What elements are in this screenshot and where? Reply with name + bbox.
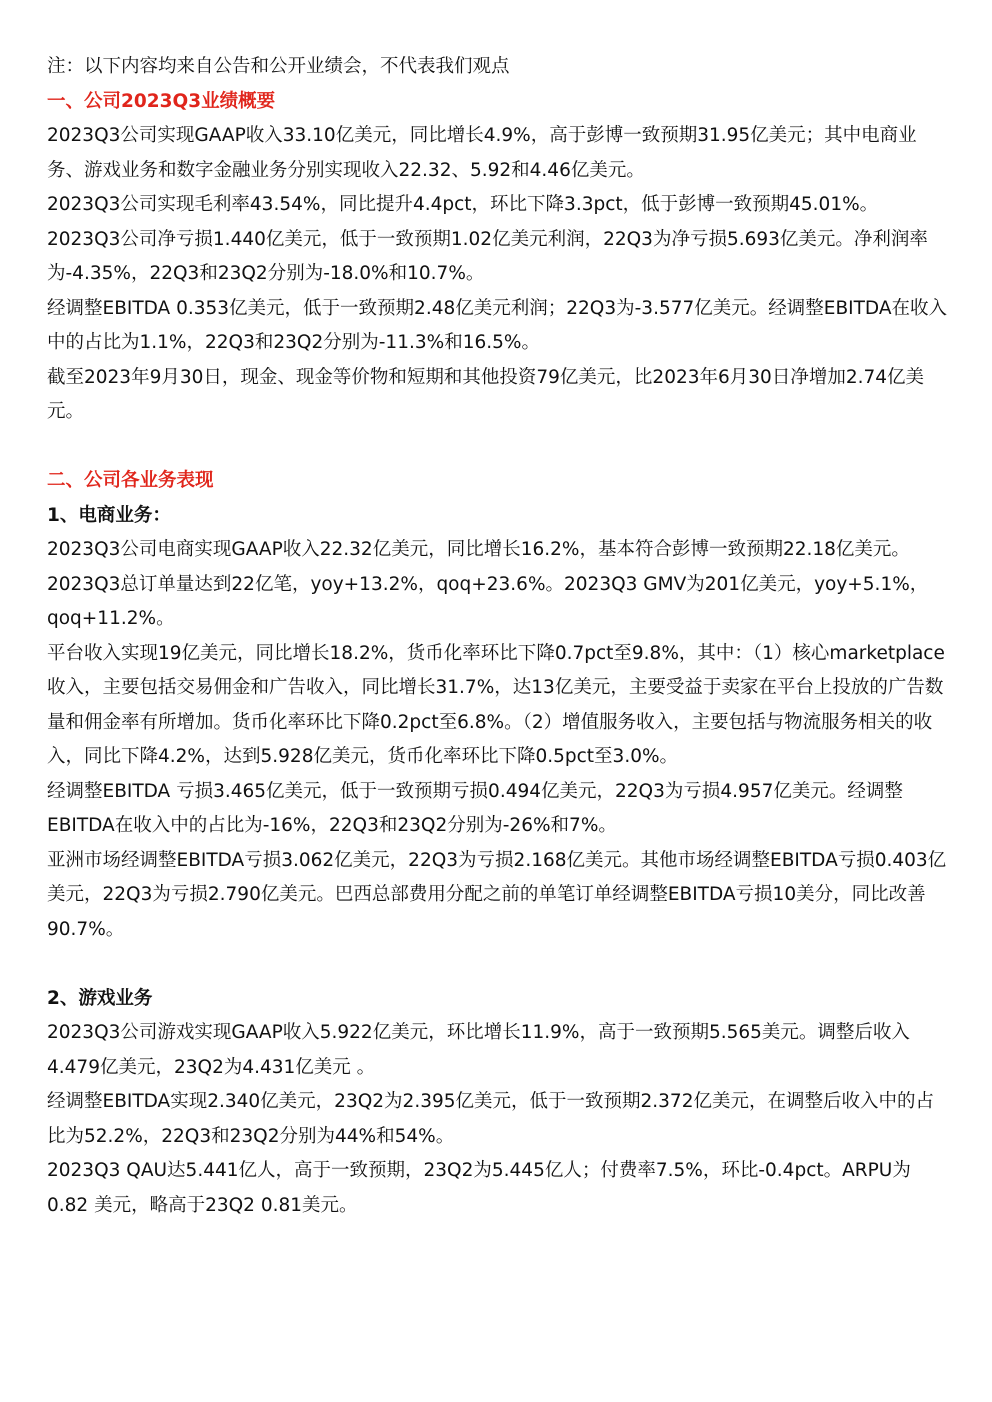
section1-paragraph: 2023Q3公司实现毛利率43.54%，同比提升4.4pct，环比下降3.3pct，低于彭博一致预期45.01%。 — [47, 194, 879, 215]
gaming-paragraph: 经调整EBITDA实现2.340亿美元，23Q2为2.395亿美元，低于一致预期2.372亿美元，在调整后收入中的占比为52.2%，22Q3和23Q2分别为44%和54%。 — [47, 1091, 934, 1147]
section1-paragraph: 2023Q3公司净亏损1.440亿美元，低于一致预期1.02亿美元利润，22Q3为净亏损5.693亿美元。净利润率为-4.35%，22Q3和23Q2分别为-18.0%和10.7%。 — [47, 228, 928, 284]
section1-heading: 一、公司2023Q3业绩概要 — [47, 90, 276, 112]
gaming-paragraph: 2023Q3 QAU达5.441亿人，高于一致预期，23Q2为5.445亿人；付费率7.5%，环比-0.4pct。ARPU为 0.82 美元，略高于23Q2 0.81美元。 — [47, 1160, 911, 1216]
spacer — [47, 947, 947, 982]
section1-paragraph: 截至2023年9月30日，现金、现金等价物和短期和其他投资79亿美元，比2023年6月30日净增加2.74亿美元。 — [47, 366, 925, 422]
ecommerce-paragraph: 2023Q3公司电商实现GAAP收入22.32亿美元，同比增长16.2%，基本符合彭博一致预期22.18亿美元。 — [47, 539, 910, 560]
section1-paragraph: 2023Q3公司实现GAAP收入33.10亿美元，同比增长4.9%，高于彭博一致预期31.95亿美元；其中电商业务、游戏业务和数字金融业务分别实现收入22.32、5.92和4.46亿美元。 — [47, 125, 917, 181]
ecommerce-paragraph: 2023Q3总订单量达到22亿笔，yoy+13.2%，qoq+23.6%。2023Q3 GMV为201亿美元，yoy+5.1%，qoq+11.2%。 — [47, 573, 929, 629]
gaming-subheading: 2、游戏业务 — [47, 987, 153, 1009]
gaming-paragraph: 2023Q3公司游戏实现GAAP收入5.922亿美元，环比增长11.9%，高于一致预期5.565美元。调整后收入4.479亿美元，23Q2为4.431亿美元 。 — [47, 1022, 910, 1078]
ecommerce-paragraph: 亚洲市场经调整EBITDA亏损3.062亿美元，22Q3为亏损2.168亿美元。其他市场经调整EBITDA亏损0.403亿美元，22Q3为亏损2.790亿美元。巴西总部费用分配之前的单笔订单经调整EBITDA亏损10美分，同比改善90.7%。 — [47, 849, 947, 940]
document-page — [47, 50, 947, 1223]
ecommerce-paragraph: 平台收入实现19亿美元，同比增长18.2%，货币化率环比下降0.7pct至9.8%，其中：（1）核心marketplace收入，主要包括交易佣金和广告收入，同比增长31.7%，达13亿美元，主要受益于卖家在平台上投放的广告数量和佣金率有所增加。货币化率环比下降0.2pct至6.8%。（2）增值服务收入，主要包括与物流服务相关的收入，同比下降4.2%，达到5.928亿美元，货币化率环比下降0.5pct至3.0%。 — [47, 642, 945, 767]
spacer — [47, 430, 947, 465]
section1-paragraph: 经调整EBITDA 0.353亿美元，低于一致预期2.48亿美元利润；22Q3为-3.577亿美元。经调整EBITDA在收入中的占比为1.1%，22Q3和23Q2分别为-11.3%和16.5%。 — [47, 297, 947, 353]
ecommerce-paragraph: 经调整EBITDA 亏损3.465亿美元，低于一致预期亏损0.494亿美元，22Q3为亏损4.957亿美元。经调整EBITDA在收入中的占比为-16%，22Q3和23Q2分别为-26%和7%。 — [47, 780, 903, 836]
disclaimer-note: 注：以下内容均来自公告和公开业绩会，不代表我们观点 — [47, 56, 510, 77]
ecommerce-subheading: 1、电商业务： — [47, 504, 171, 526]
section2-heading: 二、公司各业务表现 — [47, 470, 214, 491]
